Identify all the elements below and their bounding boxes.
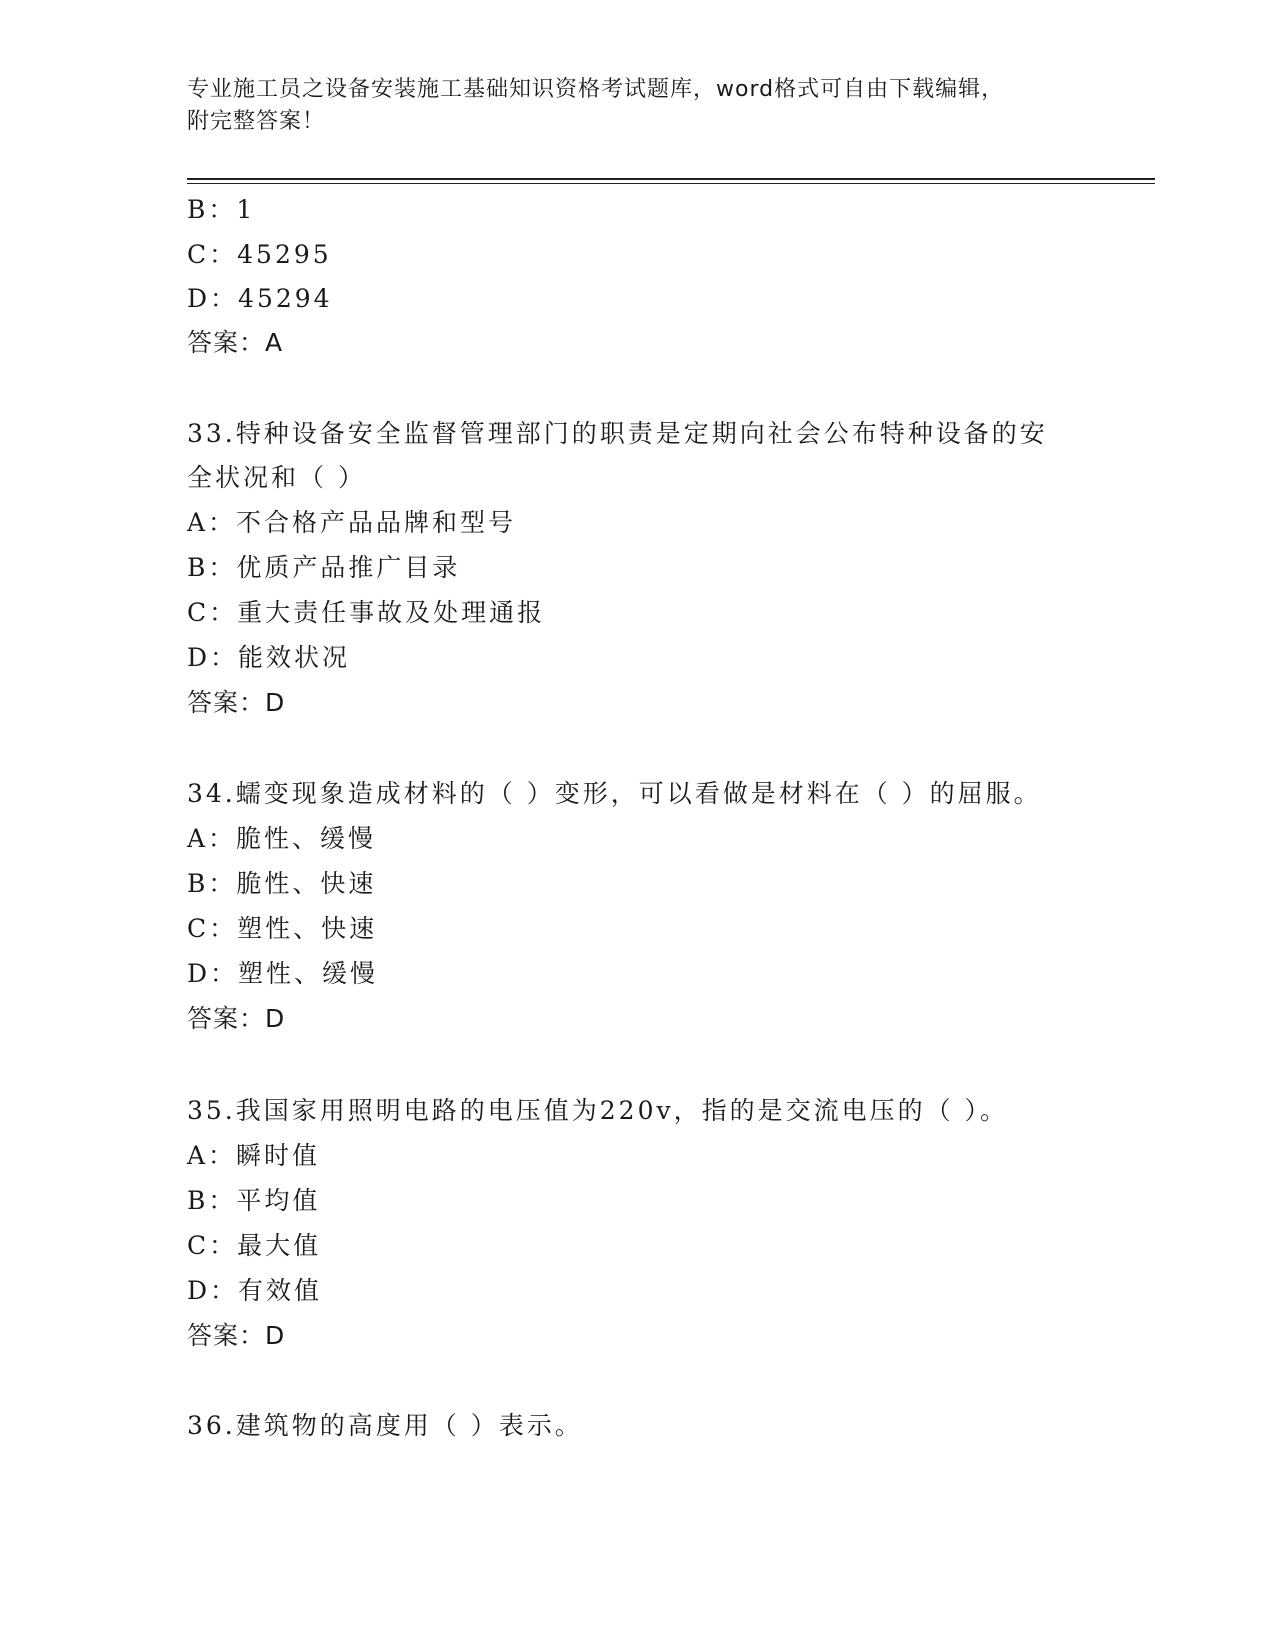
header-divider-thick	[187, 178, 1155, 180]
question-33-answer: 答案：D	[187, 688, 286, 717]
header-line-2: 附完整答案！	[187, 109, 326, 134]
question-33-option-c: C：重大责任事故及处理通报	[187, 598, 546, 627]
question-35-option-b: B：平均值	[187, 1186, 321, 1215]
header-line-1: 专业施工员之设备安装施工基础知识资格考试题库，word格式可自由下载编辑，	[187, 77, 1005, 102]
question-35-option-d: D：有效值	[187, 1276, 323, 1305]
question-34-option-c: C：塑性、快速	[187, 914, 378, 943]
question-34-answer: 答案：D	[187, 1004, 286, 1033]
question-34-option-a: A：脆性、缓慢	[187, 824, 377, 853]
question-33-stem-line-1: 33.特种设备安全监督管理部门的职责是定期向社会公布特种设备的安	[187, 419, 1048, 448]
question-34-option-d: D：塑性、缓慢	[187, 959, 379, 988]
question-36-stem: 36.建筑物的高度用（ ）表示。	[187, 1411, 583, 1440]
option-d: D：45294	[187, 284, 333, 313]
question-35-stem: 35.我国家用照明电路的电压值为220v，指的是交流电压的（ ）。	[187, 1096, 1009, 1125]
question-35-answer: 答案：D	[187, 1321, 286, 1350]
question-35-option-c: C：最大值	[187, 1231, 322, 1260]
question-33-option-a: A：不合格产品品牌和型号	[187, 508, 517, 537]
question-33-option-d: D：能效状况	[187, 643, 351, 672]
option-b: B：1	[187, 195, 256, 224]
question-34-stem: 34.蠕变现象造成材料的（ ）变形，可以看做是材料在（ ）的屈服。	[187, 779, 1042, 808]
question-34-option-b: B：脆性、快速	[187, 869, 377, 898]
question-33-stem-line-2: 全状况和（ ）	[187, 463, 366, 492]
question-33-option-b: B：优质产品推广目录	[187, 553, 461, 582]
option-c: C：45295	[187, 240, 332, 269]
question-35-option-a: A：瞬时值	[187, 1141, 321, 1170]
answer: 答案：A	[187, 328, 284, 357]
document-header	[187, 74, 1087, 138]
header-divider-thin	[187, 183, 1155, 184]
